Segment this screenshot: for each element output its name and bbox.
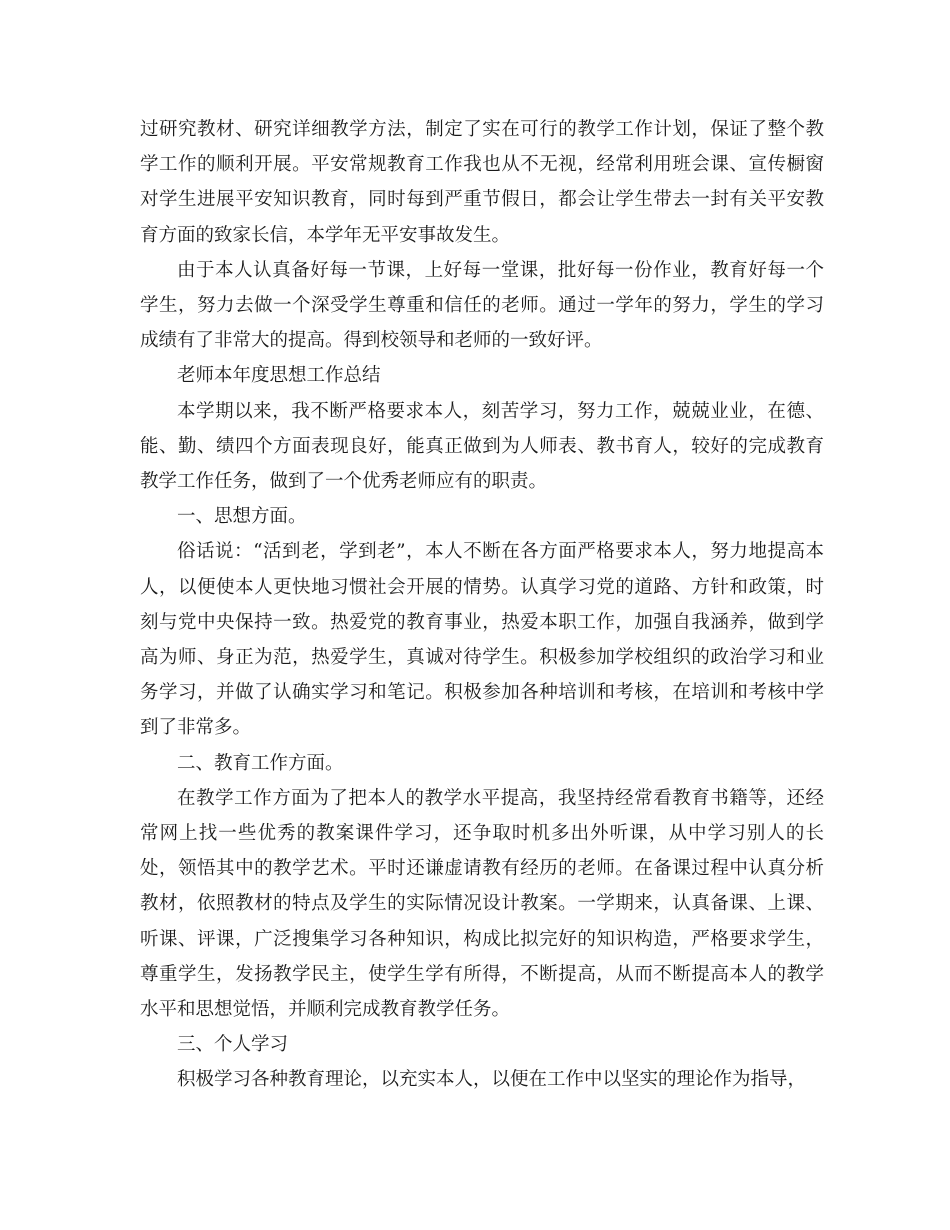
paragraph-safety-work: 过研究教材、研究详细教学方法，制定了实在可行的教学工作计划，保证了整个教学工作的顺利开展。平安常规教育工作我也从不无视，经常利用班会课、宣传橱窗对学生进展平安知识教育，同时每到严重节假日，都会让学生带去一封有关平安教育方面的致家长信，本学年无平安事故发生。 [140, 119, 824, 246]
paragraph-lesson-preparation: 由于本人认真备好每一节课，上好每一堂课，批好每一份作业，教育好每一个学生，努力去做一个深受学生尊重和信任的老师。通过一学年的努力，学生的学习成绩有了非常大的提高。得到校领导和老师的一致好评。 [140, 259, 824, 352]
paragraph-semester-overview: 本学期以来，我不断严格要求本人，刻苦学习，努力工作，兢兢业业，在德、能、勤、绩四个方面表现良好，能真正做到为人师表、教书育人，较好的完成教育教学工作任务，做到了一个优秀老师应有的职责。 [140, 400, 824, 493]
section-title-annual-summary: 老师本年度思想工作总结 [177, 365, 381, 387]
heading-education-work: 二、教育工作方面。 [177, 752, 344, 774]
paragraph-personal-study: 积极学习各种教育理论，以充实本人，以便在工作中以坚实的理论作为指导， [177, 1069, 807, 1091]
paragraph-ideology: 俗话说：“活到老，学到老”，本人不断在各方面严格要求本人，努力地提高本人，以便使本人更快地习惯社会开展的情势。认真学习党的道路、方针和政策，时刻与党中央保持一致。热爱党的教育事业，热爱本职工作，加强自我涵养，做到学高为师、身正为范，热爱学生，真诚对待学生。积极参加学校组织的政治学习和业务学习，并做了认确实学习和笔记。积极参加各种培训和考核，在培训和考核中学到了非常多。 [140, 541, 824, 739]
document-body [140, 112, 824, 1098]
paragraph-education-work: 在教学工作方面为了把本人的教学水平提高，我坚持经常看教育书籍等，还经常网上找一些优秀的教案课件学习，还争取时机多出外听课，从中学习别人的长处，领悟其中的教学艺术。平时还谦虚请教有经历的老师。在备课过程中认真分析教材，依照教材的特点及学生的实际情况设计教案。一学期来，认真备课、上课、听课、评课，广泛搜集学习各种知识，构成比拟完好的知识构造，严格要求学生，尊重学生，发扬教学民主，使学生学有所得，不断提高，从而不断提高本人的教学水平和思想觉悟，并顺利完成教育教学任务。 [140, 787, 824, 1021]
heading-ideology: 一、思想方面。 [177, 506, 307, 528]
heading-personal-study: 三、个人学习 [177, 1034, 289, 1056]
